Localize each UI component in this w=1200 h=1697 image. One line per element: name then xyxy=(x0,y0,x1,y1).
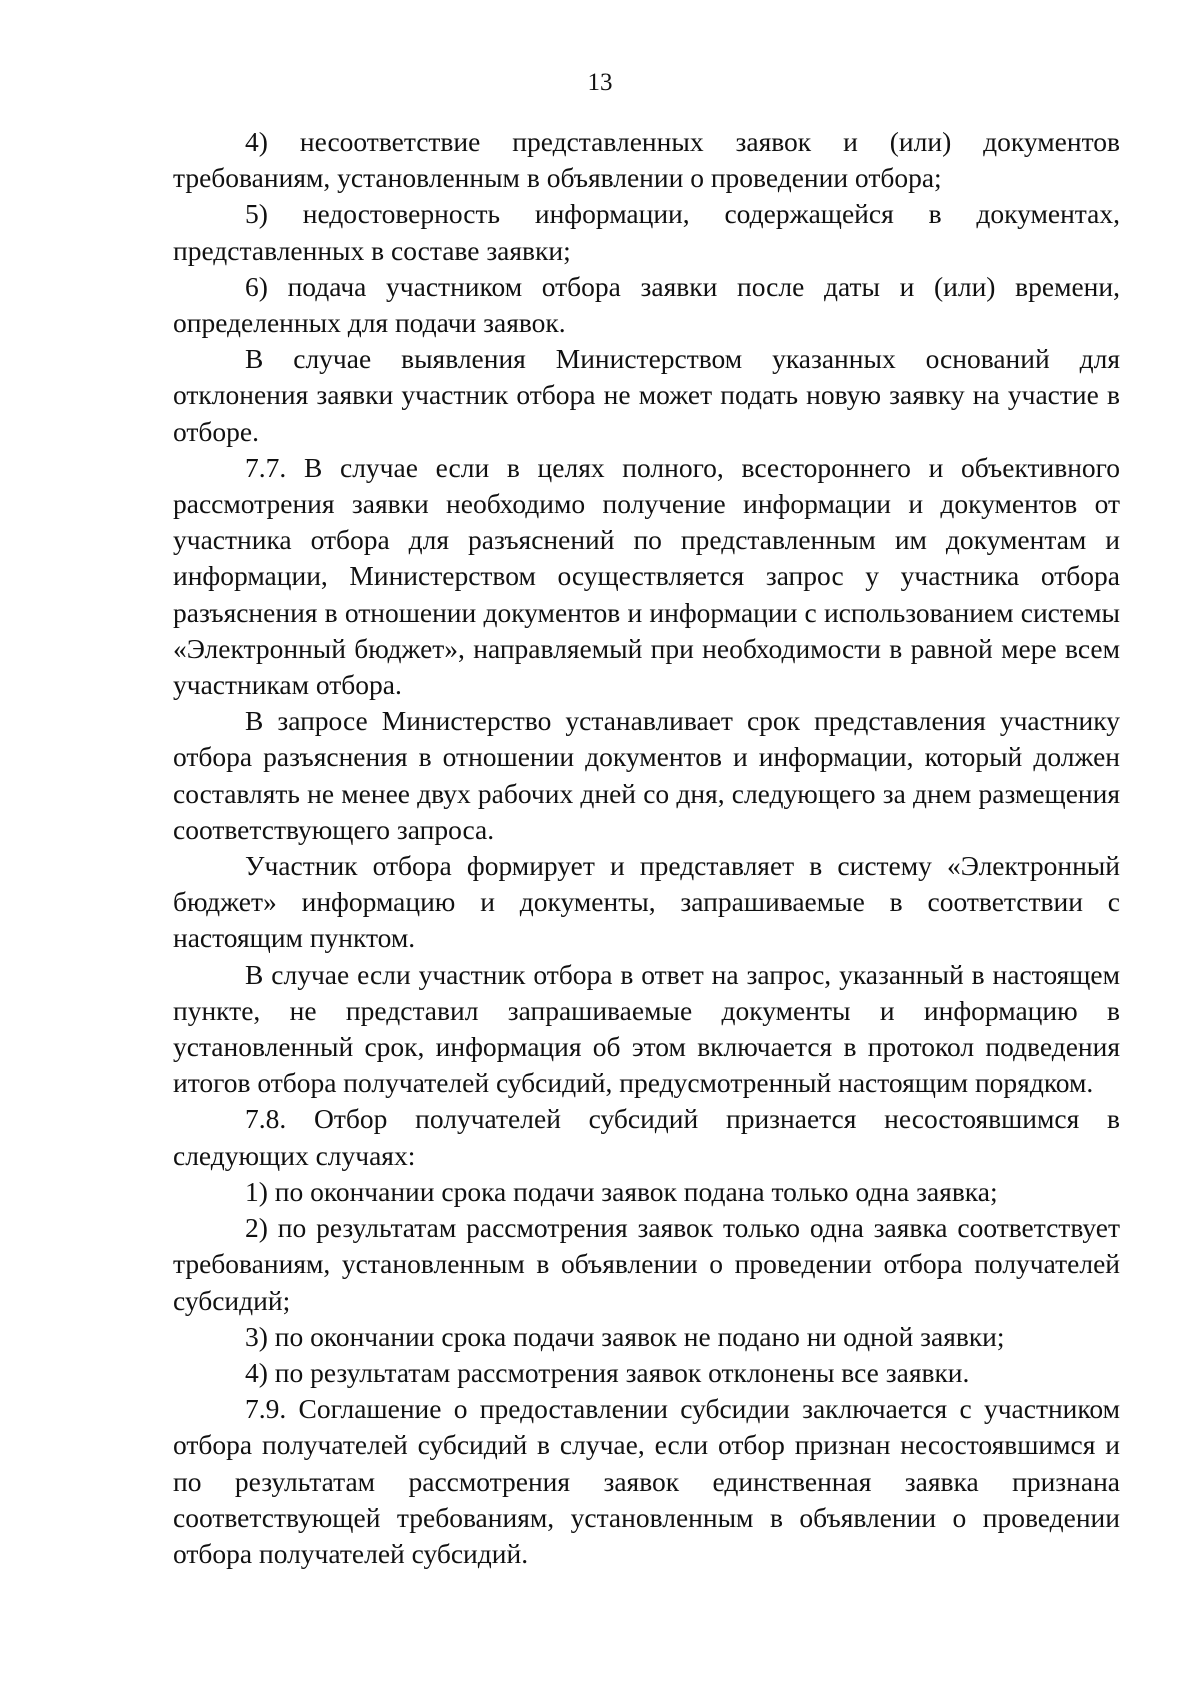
paragraph-7-7: 7.7. В случае если в целях полного, всестороннего и объективного рассмотрения заявки необходимо получение информации и документов от участника отбора для разъяснений по представленным им документам и информации, Министерством осуществляется запрос у участника отбора разъяснения в отношении документов и информации с использованием системы «Электронный бюджет», направляемый при необходимости в равной мере всем участникам отбора. xyxy=(173,451,1120,701)
paragraph-7-9: 7.9. Соглашение о предоставлении субсидии заключается с участником отбора получателей субсидий в случае, если отбор признан несостоявшимся и по результатам рассмотрения заявок единственная заявка признана соответствующей требованиям, установленным в объявлении о проведении отбора получателей субсидий. xyxy=(173,1393,1120,1569)
paragraph-case-4: 4) по результатам рассмотрения заявок отклонены все заявки. xyxy=(245,1356,970,1388)
page-number: 13 xyxy=(587,69,613,96)
paragraph-7-8: 7.8. Отбор получателей субсидий признается несостоявшимся в следующих случаях: xyxy=(173,1103,1120,1171)
paragraph-item-5: 5) недостоверность информации, содержащейся в документах, представленных в составе заявки; xyxy=(173,198,1120,266)
paragraph-participant-submission: Участник отбора формирует и представляет в систему «Электронный бюджет» информацию и документы, запрашиваемые в соответствии с настоящим пунктом. xyxy=(173,850,1120,954)
paragraph-rejection-note: В случае выявления Министерством указанных оснований для отклонения заявки участник отбора не может подать новую заявку на участие в отборе. xyxy=(173,343,1120,447)
paragraph-item-6: 6) подача участником отбора заявки после даты и (или) времени, определенных для подачи заявок. xyxy=(173,270,1120,339)
paragraph-no-response: В случае если участник отбора в ответ на запрос, указанный в настоящем пункте, не представил запрашиваемые документы и информацию в установленный срок, информация об этом включается в протокол подведения итогов отбора получателей субсидий, предусмотренный настоящим порядком. xyxy=(173,958,1120,1099)
paragraph-case-2: 2) по результатам рассмотрения заявок только одна заявка соответствует требованиям, установленным в объявлении о проведении отбора получателей субсидий; xyxy=(173,1212,1120,1316)
paragraph-item-4: 4) несоответствие представленных заявок и (или) документов требованиям, установленным в объявлении о проведении отбора; xyxy=(173,126,1120,194)
paragraph-case-3: 3) по окончании срока подачи заявок не подано ни одной заявки; xyxy=(245,1320,1005,1352)
paragraph-request-deadline: В запросе Министерство устанавливает срок представления участнику отбора разъяснения в отношении документов и информации, который должен составлять не менее двух рабочих дней со дня, следующего за днем размещения соответствующего запроса. xyxy=(173,705,1120,845)
paragraph-case-1: 1) по окончании срока подачи заявок подана только одна заявка; xyxy=(245,1175,998,1207)
document-body xyxy=(173,124,1120,1572)
